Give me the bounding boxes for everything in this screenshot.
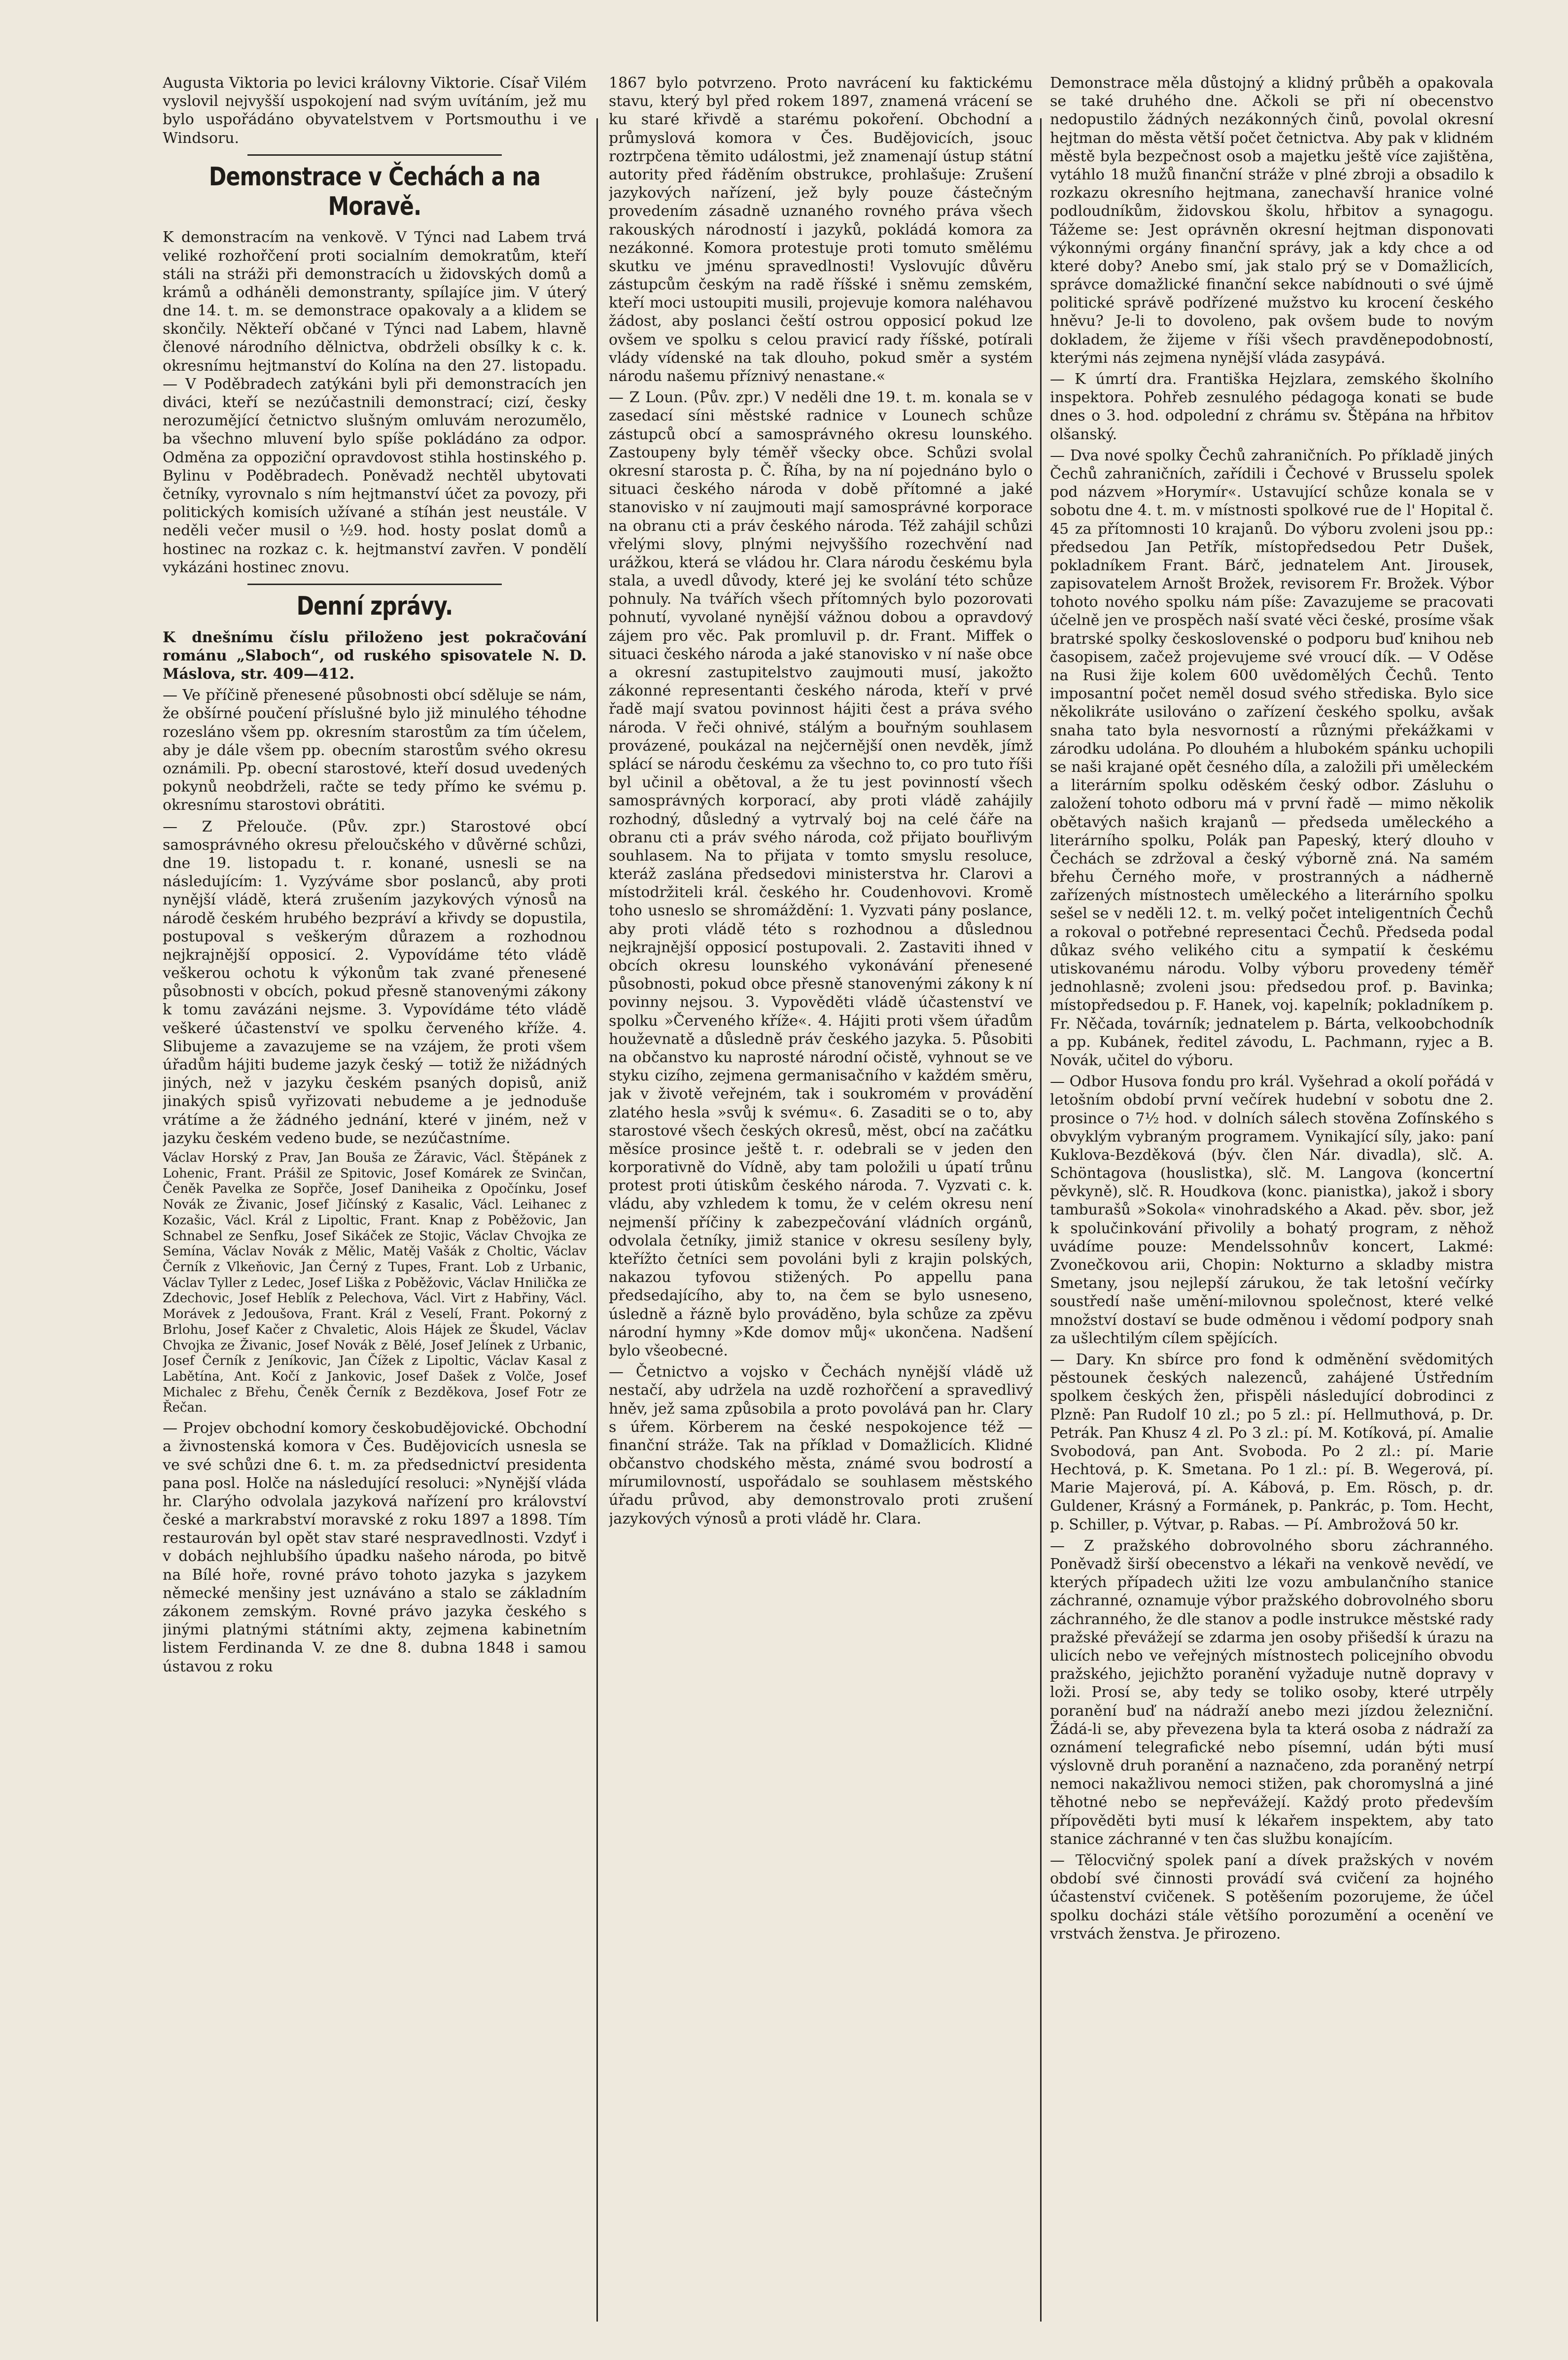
newspaper-page (163, 74, 1494, 2322)
article-paragraph: — Z Přelouče. (Pův. zpr.) Starostové obcí samosprávného okresu přeloučského v důvěrné schůzi, dne 19. listopadu t. r. konané, usnesli se na následujícím: 1. Vyzýváme sbor poslanců, aby proti nynější vládě, která zrušením jazykových výnosů na národě českém hrubého bezpráví a křivdy se dopustila, postupoval s veškerým důrazem a rozhodnou nejkrajnější opposicí. 2. Vypovídáme této vládě veškerou ochotu k výkonům tak zvané přenesené působnosti v obcích, pokud přesně stanovenými zákony k tomu zavázáni nejsme. 3. Vypovídáme této vládě veškeré účastenství ve spolku červeného kříže. 4. Slibujeme a zavazujeme se na vzájem, že proti všem úřadům hájiti budeme jazyk český — totiž že nižádných jiných, než v jazyku českém psaných dopisů, aniž jinakých spisů vyřizovati nebudeme a je jednoduše vrátíme a že žádného jednání, které v jiném, než v jazyku českém vedeno bude, se nezúčastníme. (163, 818, 587, 1147)
article-paragraph: K demonstracím na venkově. V Týnci nad Labem trvá veliké rozhořčení proti socialním demokratům, kteří stáli na stráži při demonstracích u židovských domů a krámů a odháněli demonstranty, spílajíce jim. V úterý dne 14. t. m. se demonstrace opakovaly a a klidem se skončily. Někteří občané v Týnci nad Labem, hlavně členové národního dělnictva, obdrželi obsílky k c. k. okresnímu hejtmanství do Kolína na den 27. listopadu. — V Poděbradech zatýkáni byli při demonstracích jen diváci, kteří se nezúčastnili demonstrací; cizí, česky nerozumějící četnictvo slušným omluvám nerozumělo, ba všechno mluvení bylo spíše pokládáno za odpor. Odměna za oppoziční opravdovost stihla hostinského p. Bylinu v Poděbradech. Poněvadž nechtěl ubytovati četníky, vyrovnalo s ním hejtmanství účet za povozy, při politických komisích užívané a stíhán jest neustále. V neděli večer musil o ½9. hod. hosty poslat domů a hostinec na rozkaz c. k. hejtmanství zavřen. V pondělí vykázáni hostinec znovu. (163, 229, 587, 576)
article-paragraph: — Dary. Kn sbírce pro fond k odměnění svědomitých pěstounek českých nalezenců, zahájené Ústředním spolkem českých žen, přispěli následující dobrodinci z Plzně: Pan Rudolf 10 zl.; po 5 zl.: pí. Hellmuthová, p. Dr. Petrák. Pan Khusz 4 zl. Po 3 zl.: pí. M. Kotíková, pí. Amalie Svobodová, pan Ant. Svoboda. Po 2 zl.: pí. Marie Hechtová, p. K. Smetana. Po 1 zl.: pí. B. Wegerová, pí. Marie Majerová, pí. A. Kábová, p. Em. Rösch, p. dr. Guldener, Krásný a Formánek, p. Pankrác, p. Tom. Hecht, p. Schiller, p. Výtvar, p. Rabas. — Pí. Ambrožová 50 kr. (1050, 1351, 1494, 1533)
article-paragraph: — Projev obchodní komory českobudějovické. Obchodní a živnostenská komora v Čes. Budějovicích usnesla se ve své schůzi dne 6. t. m. za předsednictví presidenta pana posl. Holče na následující resoluci: »Nynější vláda hr. Clarýho odvolala jazyková nařízení pro království české a markrabství moravské z roku 1897 a 1898. Tím restaurován byl opět stav staré nespravedlnosti. Vzdyť i v dobách nejhlubšího úpadku našeho národa, po bitvě na Bílé hoře, rovné právo tohoto jazyka s jazykem německé menšiny jest uznáváno a stalo se základním zákonem zemským. Rovné právo jazyka českého s jinými platnými státními akty, zejmena kabinetním listem Ferdinanda V. ze dne 8. dubna 1848 i samou ústavou z roku (163, 1420, 587, 1675)
article-paragraph: — Tělocvičný spolek paní a dívek pražských v novém období své činnosti provádí svá cvičení za hojného účastenství cvičenek. S potěšením pozorujeme, že účel spolku docházi stále většího porozumění a ocenění ve vrstvách ženstva. Je přirozeno. (1050, 1852, 1494, 1943)
divider (247, 154, 502, 156)
article-paragraph: Augusta Viktoria po levici královny Viktorie. Císař Vilém vyslovil nejvyšší uspokojení nad svým uvítáním, jež mu bylo uspořádáno obyvatelstvem v Portsmouthu i ve Windsoru. (163, 74, 587, 147)
column-1 (163, 74, 587, 2322)
section-heading: Demonstrace v Čechách a na Moravě. (209, 162, 541, 221)
section-heading: Denní zprávy. (296, 591, 453, 621)
article-paragraph: — K úmrtí dra. Františka Hejzlara, zemského školního inspektora. Pohřeb zesnulého pédagoga konati se bude dnes o 3. hod. odpolední z chrámu sv. Štěpána na hřbitov olšanský. (1050, 371, 1494, 443)
article-paragraph: — Ve příčině přenesené působnosti obcí sděluje se nám, že obšírné poučení příslušné bylo již minulého téhodne rozesláno všem pp. okresním starostům za tím účelem, aby je dále všem pp. obecním starostům svého okresu oznámili. Pp. obecní starostové, kteří dosud uvedených pokynů neobdrželi, račte se tedy přímo ke svému p. okresnímu starostovi obrátiti. (163, 687, 587, 814)
column-3 (1050, 74, 1494, 2322)
column-2 (609, 74, 1033, 2322)
signatures-list: Václav Horský z Prav, Jan Bouša ze Žáravic, Václ. Štěpánek z Lohenic, Frant. Prášil ze Spitovic, Josef Komárek ze Svinčan, Čeněk Pavelka ze Sopřče, Josef Daniheika z Opočínku, Josef Novák ze Živanic, Josef Jičínský z Kasalic, Václ. Leihanec z Kozašic, Václ. Král z Lipoltic, Frant. Knap z Poběžovic, Jan Schnabel ze Senfku, Josef Sikáček ze Stojic, Václav Chvojka ze Semína, Václav Novák z Mělic, Matěj Vašák z Choltic, Václav Černík z Vlkeňovic, Jan Černý z Tupes, Frant. Lob z Urbanic, Václav Tyller z Ledec, Josef Liška z Poběžovic, Václav Hnilička ze Zdechovic, Josef Heblík z Pelechova, Václ. Virt z Habřiny, Václ. Morávek z Jedoušova, Frant. Král z Veselí, Frant. Pokorný z Brlohu, Josef Kačer z Chvaletic, Alois Hájek ze Škudel, Václav Chvojka ze Živanic, Josef Novák z Bělé, Josef Jelínek z Urbanic, Josef Černík z Jeníkovic, Jan Čížek z Lipoltic, Václav Kasal z Labětína, Ant. Kočí z Jankovic, Josef Dašek z Volče, Josef Michalec z Břehu, Čeněk Černík z Bezděkova, Josef Fotr ze Řečan. (163, 1150, 587, 1416)
article-paragraph: 1867 bylo potvrzeno. Proto navrácení ku faktickému stavu, který byl před rokem 1897, znamená vrácení se ku staré křivdě a starému pokoření. Obchodní a průmyslová komora v Čes. Budějovicích, jsouc roztrpčena těmito událostmi, jež znamenají ústup státní autority před řáděním obstrukce, prohlašuje: Zrušení jazykových nařízení, jež byly pouze částečným provedením zásadně uznaného rovného práva všech rakouských národností i jazyků, pokládá komora za nezákonné. Komora protestuje proti tomuto smělému skutku ve jménu spravedlnosti! Vyslovujíc důvěru zástupcům českým na radě říšské i sněmu zemském, kteří moci ustoupiti musili, projevuje komora naléhavou žádost, aby poslanci čeští ostrou opposicí pokud lze ovšem ve spolku s celou pravicí rady říšské, potírali vlády vídenské na tak dlouho, pokud směr a systém národu našemu příznivý nenastane.« (609, 74, 1033, 385)
article-paragraph: Demonstrace měla důstojný a klidný průběh a opakovala se také druhého dne. Ačkoli se při ní obecenstvo nedopustilo žádných nezákonných činů, povolal okresní hejtman do města větší počet četnictva. Aby pak v klidném městě byla bezpečnost osob a majetku ještě více zajištěna, vytáhlo 18 mužů finanční stráže v plné zbroji a obsadilo k rozkazu okresního hejtmana, zanechavší hranice volné podloudníkům, židovskou školu, hřbitov a synagogu. Tážeme se: Jest oprávněn okresní hejtman disponovati výkonnými orgány finanční správy, jak a kdy chce a od které doby? Anebo smí, jak stalo prý se v Domažlicích, správce domažlické finanční sekce nabídnouti o své újmě politické správě podřízené mužstvo ku krocení českého hněvu? Je-li to dovoleno, pak ovšem bude to novým dokladem, že žijeme v říši všech pravděnepodobností, kterými nás zejmena nynější vláda zasypává. (1050, 74, 1494, 367)
article-paragraph: K dnešnímu číslu přiloženo jest pokračování románu „Slaboch“, od ruského spisovatele N. D. Máslova, str. 409—412. (163, 628, 587, 683)
article-paragraph: — Četnictvo a vojsko v Čechách nynější vládě už nestačí, aby udržela na uzdě rozhořčení a spravedlivý hněv, jež sama způsobila a proto povolává pan hr. Clary s úřem. Körberem na české nespokojence též — finanční stráže. Tak na příklad v Domažlicích. Klidné občanstvo chodského města, známé svou bodrostí a mírumilovností, uspořádalo se souhlasem městského úřadu průvod, aby demonstrovalo proti zrušení jazykových výnosů a proti vládě hr. Clara. (609, 1363, 1033, 1527)
column-rule (1040, 118, 1042, 2322)
divider (247, 584, 502, 585)
article-paragraph: — Z pražského dobrovolného sboru záchranného. Poněvadž širší obecenstvo a lékaři na venkově nevědí, ve kterých případech užiti lze vozu ambulančního stanice záchranné, oznamuje výbor pražského dobrovolného sboru záchranného, že dle stanov a podle instrukce městské rady pražské převážejí se zdarma jen osoby přišedší k úrazu na ulicích nebo ve veřejných místnostech policejního obvodu pražského, jejichžto poranění vyžaduje nutně dopravy v loži. Prosí se, aby tedy se toliko osoby, které utrpěly poranění buď na nádraží anebo mezi jízdou železniční. Žádá-li se, aby převezena byla ta která osoba z nádraží za oznámení telegrafické nebo písemní, udán býti musí výslovně druh poranění a naznačeno, zda poraněný netrpí nemoci nakažlivou nemoci stižen, pak choromyslná a jiné těhotné nebo se nepřevážejí. Každý proto především přípověděti byti musí k lékařem inspektem, aby tato stanice záchranné v ten čas službu konajícím. (1050, 1537, 1494, 1848)
article-paragraph: — Dva nové spolky Čechů zahraničních. Po příkladě jiných Čechů zahraničních, zařídili i Čechové v Brusselu spolek pod názvem »Horymír«. Ustavující schůze konala se v sobotu dne 4. t. m. v místnosti spolkové rue de l' Hopital č. 45 za přítomnosti 10 krajanů. Do výboru zvoleni jsou pp.: předsedou Jan Petřík, místopředsedou Petr Dušek, pokladníkem Frant. Bárč, jednatelem Ant. Jirousek, zapisovatelem Arnošt Brožek, revisorem Fr. Brožek. Výbor tohoto nového spolku nám píše: Zavazujeme se pracovati účelně jen ve prospěch naší svaté věci české, prosíme však bratrské spolky československé o podporu buď knihou neb časopisem, začež projevujeme své vroucí dík. — V Oděse na Rusi žije kolem 600 uvědomělých Čechů. Tento imposantní počet neměl dosud svého střediska. Bylo sice několikráte usilováno o zařízení českého spolku, avšak snaha tato byla nesvorností a různými překážkami v zárodku udolána. Po dlouhém a hlubokém spánku uchopili se naši krajané opět česného díla, a založili při uměleckém a literárním spolku oděském český odbor. Zásluhu o založení tohoto odboru má v první řadě — mimo několik obětavých našich krajanů — předseda uměleckého a literárního spolku, Polák pan Papeský, který dlouho v Čechách se zdržoval a český výborně zná. Na samém břehu Černého moře, v prostranných a nádherně zařízených místnostech uměleckého a literárního spolku sešel se v neděli 12. t. m. velký počet inteligentních Čechů a rokoval o potřebné representaci Čechů. Předseda podal důkaz svého velikého citu a sympatií k českému utiskovanému národu. Volby výboru provedeny téměř jednohlasně; zvoleni jsou: předsedou prof. p. Bavinka; místopředsedou p. F. Hanek, voj. kapelník; pokladníkem p. Fr. Něčada, továrník; jednatelem p. Bárta, velkoobchodník a pp. Kubánek, ředitel závodu, L. Pachmann, ryjec a B. Novák, učitel do výboru. (1050, 447, 1494, 1069)
article-paragraph: — Odbor Husova fondu pro král. Vyšehrad a okolí pořádá v letošním období první večírek hudební v sobotu dne 2. prosince o 7½ hod. v dolních sálech stověna Zofínského s obvyklým vybraným programem. Vynikající síly, jako: paní Kuklova-Bezděková (býv. člen Nár. divadla), slč. A. Schöntagova (houslistka), slč. M. Langova (koncertní pěvkyně), slč. R. Houdkova (konc. pianistka), jakož i sbory tamburašů »Sokola« vinohradského a Akad. pěv. sbor, jež k spolučinkování přivolily a bohatý program, z něhož uvádíme pouze: Mendelssohnův koncert, Lakmé: Zvonečkovou arii, Chopin: Nokturno a skladby mistra Smetany, jsou nejlepší zárukou, že tak letošní večírky soustředí naše umění-milovnou společnost, které velké množství dostaví se bude odměnou i vědomí podpory snah za ušlechtilým cílem spějících. (1050, 1073, 1494, 1347)
article-paragraph: — Z Loun. (Pův. zpr.) V neděli dne 19. t. m. konala se v zasedací síni městské radnice v Lounech schůze zástupců obcí a samosprávného okresu lounského. Zastoupeny byly téměř všecky obce. Schůzi svolal okresní starosta p. Č. Říha, by na ní pojednáno bylo o situaci českého národa v době přítomné a jaké stanovisko v ní zaujmouti mají samosprávné korporace na obranu cti a práv českého národa. Též zahájil schůzi vřelými slovy, plnými nejvyššího rozechvění nad urážkou, která se vládou hr. Clara národu českému byla stala, a uvedl důvody, které jej ke svolání této schůze pohnuly. Na tvářích všech přítomných bylo pozorovati pohnutí, vyvolané nynější vážnou dobou a opravdový zájem pro věc. Pak promluvil p. dr. Frant. Miffek o situaci českého národa a jaké stanovisko v ní naše obce a okresní zastupitelstvo zaujmouti musí, jakožto zákonné representanti českého národa, kteří v prvé řadě mají svatou povinnost hájiti čest a práva svého národa. V řeči ohnivé, stálým a bouřným souhlasem provázené, poukázal na nejčernější onen nevděk, jímž splácí se národu českému za všechno to, co pro tuto říši byl učinil a obětoval, a že tu jest povinností všech samosprávných korporací, aby proti vládě zahájily rozhodný, důsledný a vytrvalý boj na celé čáře na obranu cti a práv svého národa, což přijato bouřlivým souhlasem. Na to přijata v tomto smyslu resoluce, kteráž zaslána předsedovi ministerstva hr. Clarovi a místodržiteli král. českého hr. Coudenhovovi. Kromě toho usneslo se shromáždění: 1. Vyzvati pány poslance, aby proti vládě této s rozhodnou a důslednou nejkrajnější opposicí postupovali. 2. Zastaviti ihned v obcích okresu lounského vykonávání přenesené působnosti, pokud obce přesně stanovenými zákony k ní povinny nejsou. 3. Vypověděti vládě účastenství ve spolku »Červeného kříže«. 4. Hájiti proti všem úřadům houževnatě a důsledně práv českého jazyka. 5. Působiti na občanstvo ku naprosté národní očistě, vyhnout se ve styku cizího, zejmena germanisačního v každém směru, jak v životě veřejném, tak i soukromém v provádění zlatého hesla »svůj k svému«. 6. Zasaditi se o to, aby starostové všech českých okresů, měst, obcí na začátku měsíce prosince ještě t. r. odebrali se v jeden den korporativně do Vídně, aby tam položili u úpatí trůnu protest proti útiskům českého národa. 7. Vyzvati c. k. vládu, aby vzhledem k tomu, že v celém okresu není nejmenší příčiny k zabezpečování vládních orgánů, odvolala četníky, jimiž stanice v okresu sesíleny byly, kteřížto četníci sem povoláni byli z krajin polských, nakazou tyfovou stižených. Po appellu pana předsedajícího, aby to, na čem se bylo usneseno, úsledně a řázně bylo prováděno, byla schůze za zpěvu národní hymny »Kde domov můj« ukončena. Nadšení bylo všeobecné. (609, 389, 1033, 1359)
column-rule (596, 118, 598, 2322)
